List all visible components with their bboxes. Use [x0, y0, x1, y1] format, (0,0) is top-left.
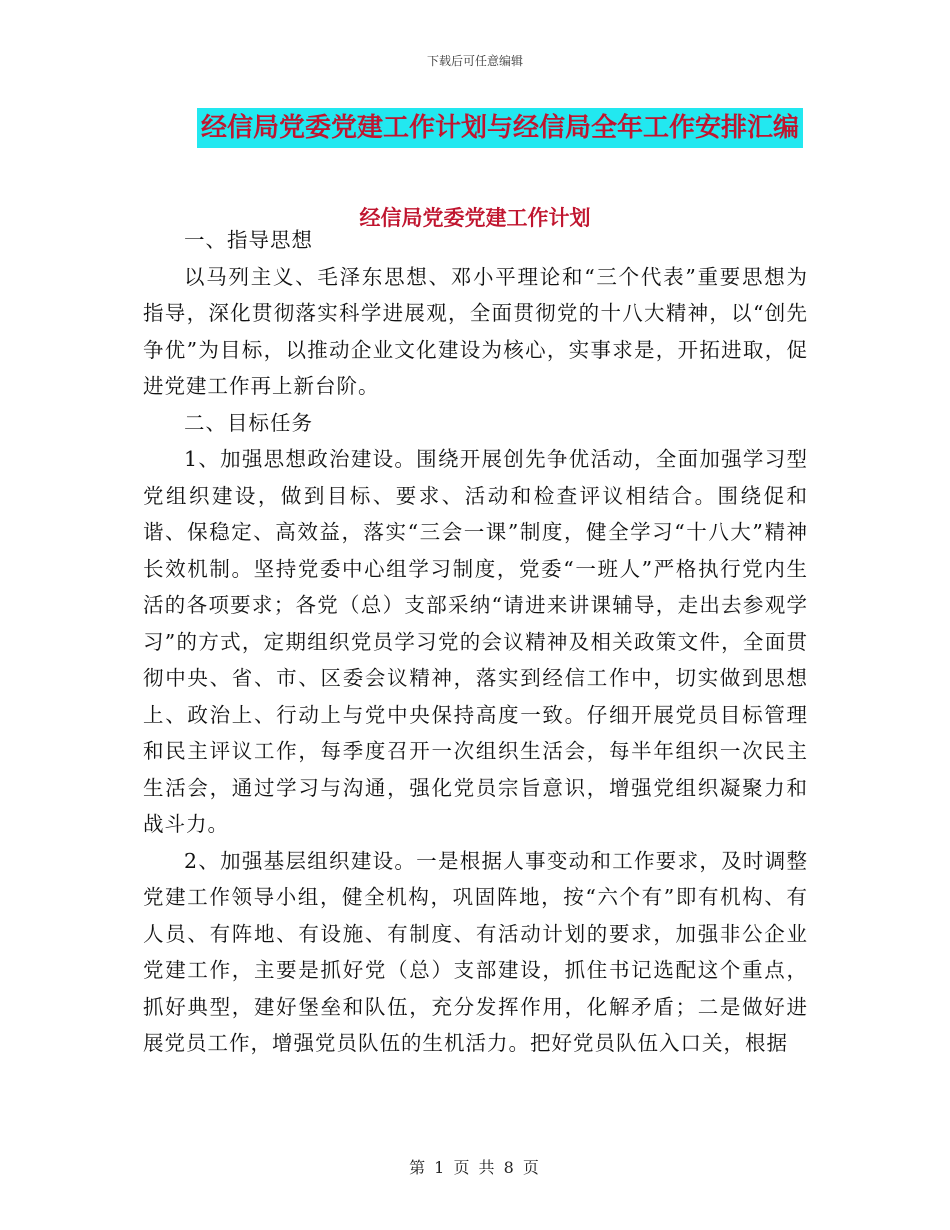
main-title: 经信局党委党建工作计划与经信局全年工作安排汇编	[197, 108, 803, 148]
page-footer: 第 1 页 共 8 页	[409, 1158, 541, 1177]
paragraph: 以马列主义、毛泽东思想、邓小平理论和“三个代表”重要思想为指导，深化贯彻落实科学进展观，全面贯彻党的十八大精神，以“创先争优”为目标，以推动企业文化建设为核心，实事求是，开拓进取，促进党建工作再上新台阶。	[143, 264, 808, 398]
paragraph-heading-guiding: 一、指导思想	[184, 228, 313, 252]
paragraph-heading-goals: 二、目标任务	[184, 410, 313, 435]
body-text	[143, 222, 808, 1062]
header-note: 下载后可任意编辑	[426, 54, 523, 68]
main-title-wrap	[0, 108, 950, 148]
paragraph: 2、加强基层组织建设。一是根据人事变动和工作要求，及时调整党建工作领导小组，健全机构，巩固阵地，按“六个有”即有机构、有人员、有阵地、有设施、有制度、有活动计划的要求，加强非公企业党建工作，主要是抓好党（总）支部建设，抓住书记选配这个重点，抓好典型，建好堡垒和队伍，充分发挥作用，化解矛盾；二是做好进展党员工作，增强党员队伍的生机活力。把好党员队伍入口关，根据	[143, 848, 808, 1055]
paragraph: 1、加强思想政治建设。围绕开展创先争优活动，全面加强学习型党组织建设，做到目标、要求、活动和检查评议相结合。围绕促和谐、保稳定、高效益，落实“三会一课”制度，健全学习“十八大”精神长效机制。坚持党委中心组学习制度，党委“一班人”严格执行党内生活的各项要求；各党（总）支部采纳“请进来讲课辅导，走出去参观学习”的方式，定期组织党员学习党的会议精神及相关政策文件，全面贯彻中央、省、市、区委会议精神，落实到经信工作中，切实做到思想上、政治上、行动上与党中央保持高度一致。仔细开展党员目标管理和民主评议工作，每季度召开一次组织生活会，每半年组织一次民主生活会，通过学习与沟通，强化党员宗旨意识，增强党组织凝聚力和战斗力。	[143, 447, 808, 836]
section-title: 经信局党委党建工作计划	[359, 205, 591, 230]
